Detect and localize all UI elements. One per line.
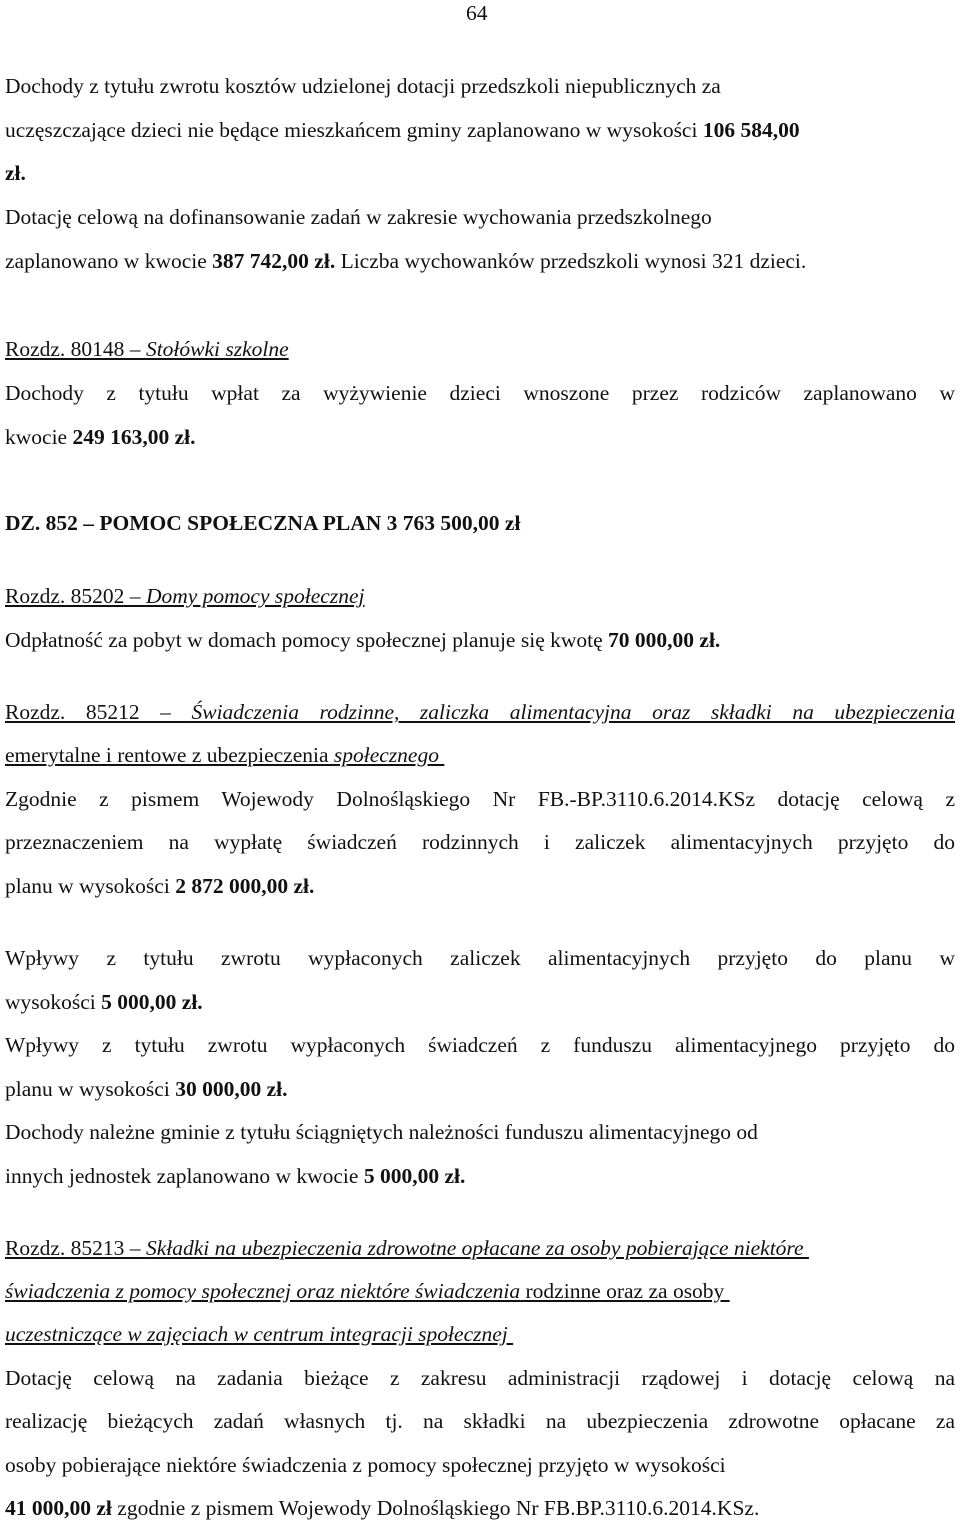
section-heading-85213 <box>5 1234 809 1262</box>
para-line: Wpływy z tytułu zwrotu wypłaconych zaliczek alimentacyjnych przyjęto do planu w <box>5 946 955 970</box>
para-line: osoby pobierające niektóre świadczenia z pomocy społecznej przyjęto w wysokości <box>5 1453 726 1477</box>
heading-prefix: Rozdz. 85202 – <box>5 584 146 608</box>
text-run: zaplanowano w kwocie <box>5 249 213 273</box>
amount: 387 742,00 zł. <box>212 249 336 273</box>
amount: 2 872 000,00 zł. <box>175 874 315 898</box>
heading-text: rodzinne oraz za osoby <box>520 1279 730 1303</box>
amount: 106 584,00 <box>702 118 800 142</box>
amount: 249 163,00 zł. <box>72 425 196 449</box>
heading-title: społecznego <box>333 743 445 767</box>
section-heading-80148 <box>5 335 289 363</box>
amount: 5 000,00 zł. <box>101 990 203 1014</box>
amount: 41 000,00 zł <box>5 1496 112 1520</box>
para-line <box>5 247 806 275</box>
para-line: Dochody należne gminie z tytułu ściągniętych należności funduszu alimentacyjnego od <box>5 1120 758 1144</box>
section-heading-85212-cont <box>5 741 444 769</box>
text-run: Liczba wychowanków przedszkoli wynosi 321 dzieci. <box>335 249 807 273</box>
para-line: Dotację celową na dofinansowanie zadań w zakresie wychowania przedszkolnego <box>5 205 712 229</box>
para-line <box>5 116 800 144</box>
text-run: uczęszczające dzieci nie będące mieszkańcem gminy zaplanowano w wysokości <box>5 118 703 142</box>
heading-title: Stołówki szkolne <box>145 337 289 361</box>
para-line: przeznaczeniem na wypłatę świadczeń rodzinnych i zaliczek alimentacyjnych przyjęto do <box>5 830 955 854</box>
section-heading-85212 <box>5 698 955 726</box>
para-line <box>5 872 314 900</box>
para-line: realizację bieżących zadań własnych tj. na składki na ubezpieczenia zdrowotne opłacane za <box>5 1409 955 1433</box>
heading-title: Składki na ubezpieczenia zdrowotne opłacane za osoby pobierające niektóre <box>145 1236 809 1260</box>
text-run: Odpłatność za pobyt w domach pomocy społecznej planuje się kwotę <box>5 628 609 652</box>
text-run: wysokości <box>5 990 102 1014</box>
para-line <box>5 988 203 1016</box>
para-line <box>5 1075 287 1103</box>
para-line <box>5 1162 465 1190</box>
para-line <box>5 423 196 451</box>
text-run: zgodnie z pismem Wojewody Dolnośląskiego Nr FB.BP.3110.6.2014.KSz. <box>111 1496 760 1520</box>
text-run: planu w wysokości <box>5 874 176 898</box>
page-number: 64 <box>466 1 488 25</box>
heading-title: Świadczenia rodzinne, zaliczka alimentacyjna oraz składki na ubezpieczenia <box>191 700 955 724</box>
text-run: planu w wysokości <box>5 1077 176 1101</box>
para-line: Dotację celową na zadania bieżące z zakresu administracji rządowej i dotację celową na <box>5 1366 955 1390</box>
heading-text: emerytalne i rentowe z ubezpieczenia <box>5 743 334 767</box>
heading-title: Domy pomocy społecznej <box>145 584 365 608</box>
heading-prefix: Rozdz. 85213 – <box>5 1236 146 1260</box>
amount: 5 000,00 zł. <box>363 1164 466 1188</box>
section-heading-85213-cont <box>5 1277 730 1305</box>
section-heading-85213-cont2: uczestniczące w zajęciach w centrum integracji społecznej <box>5 1322 514 1346</box>
text-run: kwocie <box>5 425 73 449</box>
para-line: Dochody z tytułu zwrotu kosztów udzielonej dotacji przedszkoli niepublicznych za <box>5 74 721 98</box>
text-run: Zgodnie z pismem Wojewody Dolnośląskiego Nr FB.-BP.3110.6.2014.KSz <box>5 787 756 811</box>
para-line: zł. <box>5 161 26 185</box>
amount: 70 000,00 zł. <box>608 628 721 652</box>
para-line <box>5 626 720 654</box>
heading-title: świadczenia z pomocy społecznej oraz niektóre świadczenia <box>5 1279 521 1303</box>
para-line: Wpływy z tytułu zwrotu wypłaconych świadczeń z funduszu alimentacyjnego przyjęto do <box>5 1033 955 1057</box>
section-heading-85202 <box>5 582 364 610</box>
text-run: innych jednostek zaplanowano w kwocie <box>5 1164 364 1188</box>
amount: 30 000,00 zł. <box>175 1077 288 1101</box>
heading-prefix: Rozdz. 85212 – <box>5 700 192 724</box>
para-line <box>5 785 955 813</box>
para-line: Dochody z tytułu wpłat za wyżywienie dzieci wnoszone przez rodziców zaplanowano w <box>5 381 955 405</box>
text-run: dotację celową z <box>755 787 955 811</box>
heading-prefix: Rozdz. 80148 – <box>5 337 146 361</box>
para-line <box>5 1494 759 1522</box>
chapter-heading-852: DZ. 852 – POMOC SPOŁECZNA PLAN 3 763 500,00 zł <box>5 511 521 535</box>
